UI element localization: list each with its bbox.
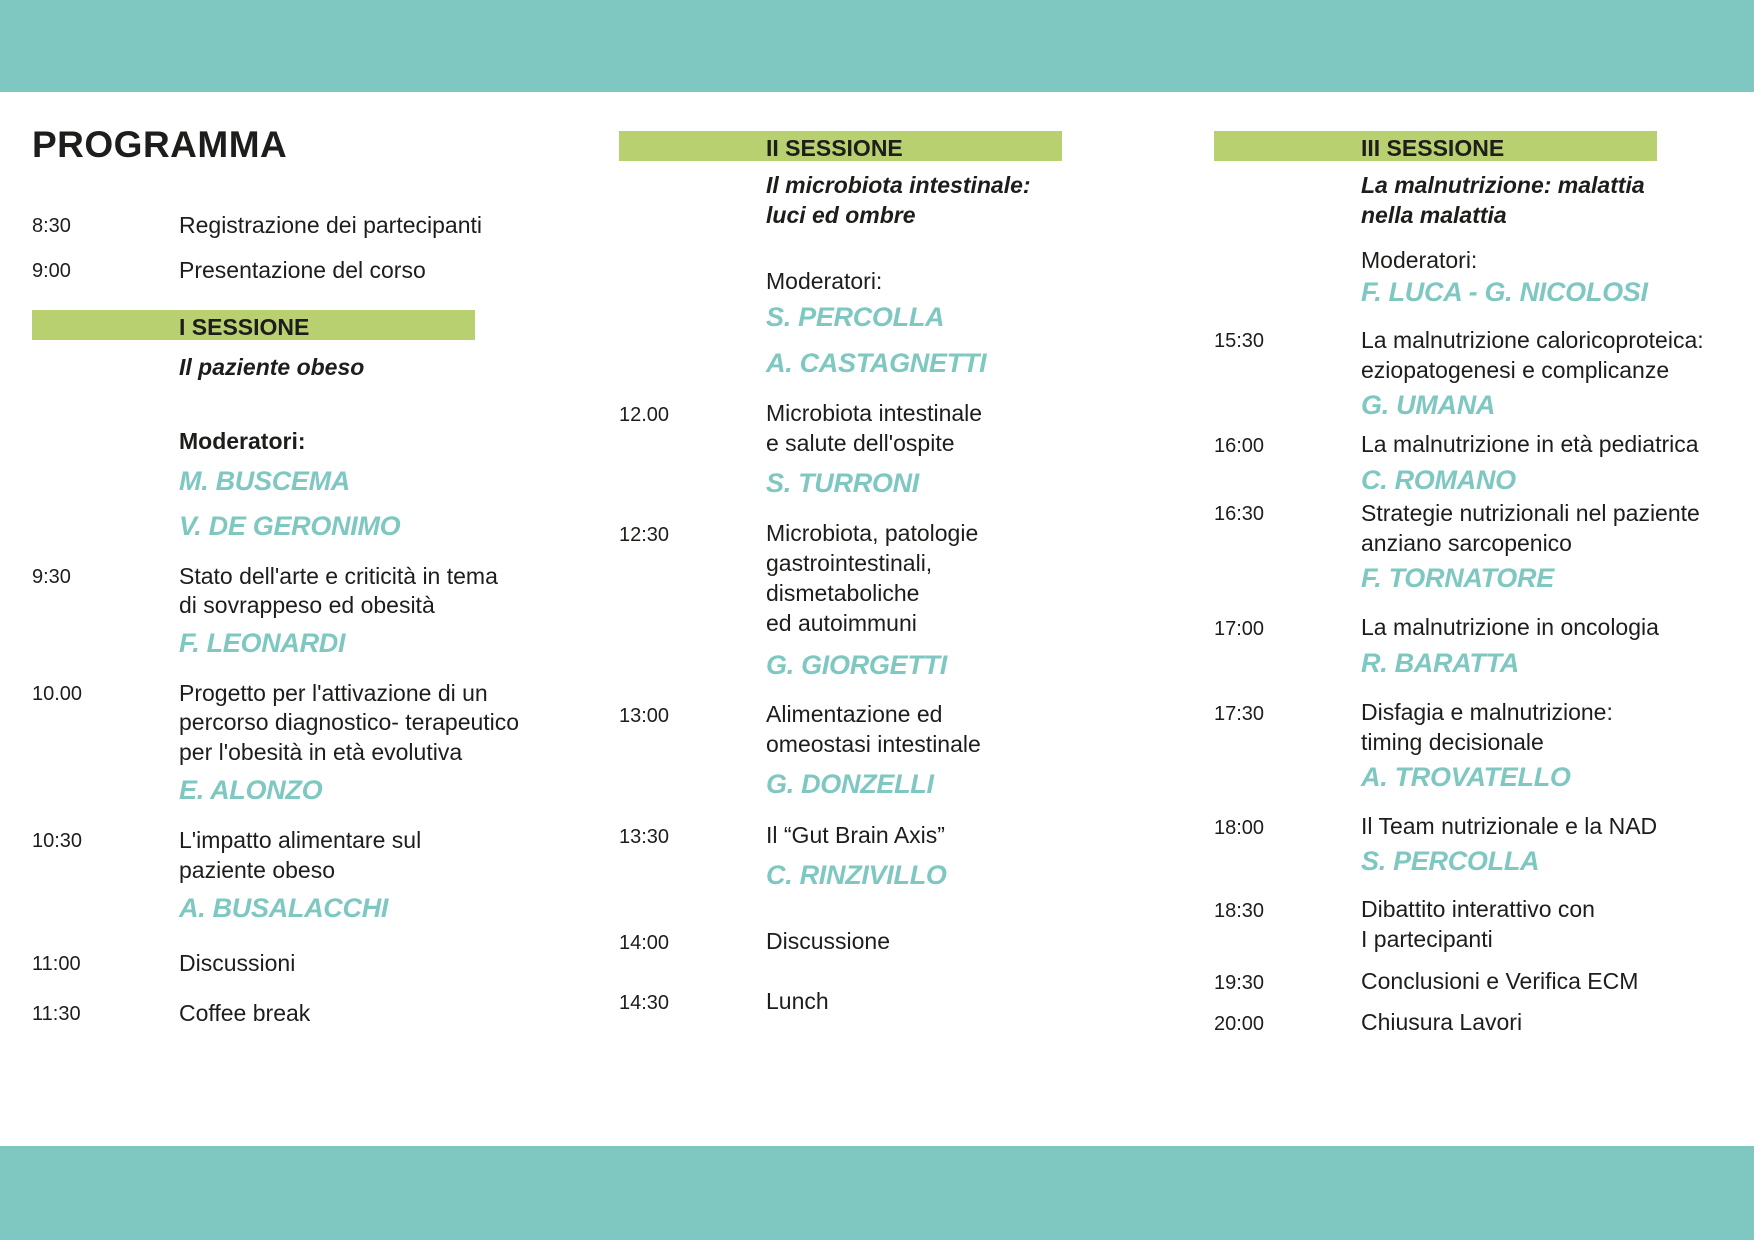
- talk-title: timing decisionale: [1361, 729, 1544, 755]
- talk-title: La malnutrizione in oncologia: [1361, 614, 1659, 640]
- time-label: 11:30: [32, 1003, 81, 1025]
- agenda-item-text: Chiusura Lavori: [1361, 1009, 1523, 1035]
- time-label: 18:30: [1214, 900, 1265, 922]
- talk-title: Disfagia e malnutrizione:: [1361, 699, 1613, 725]
- agenda-item-text: Discussioni: [179, 950, 296, 976]
- time-label: 8:30: [32, 215, 71, 237]
- time-label: 9:30: [32, 566, 71, 588]
- speaker-name: F. LEONARDI: [179, 628, 346, 658]
- session-subtitle: luci ed ombre: [766, 202, 916, 228]
- time-label: 13:30: [619, 826, 670, 848]
- time-label: 20:00: [1214, 1013, 1265, 1035]
- moderator-name: A. CASTAGNETTI: [766, 348, 987, 378]
- agenda-item-text: Presentazione del corso: [179, 257, 426, 283]
- talk-title: dismetaboliche: [766, 580, 920, 606]
- agenda-item-text: Lunch: [766, 988, 829, 1014]
- talk-title: L'impatto alimentare sul: [179, 827, 422, 853]
- time-label: 10.00: [32, 683, 83, 705]
- session-label: III SESSIONE: [1361, 135, 1505, 161]
- speaker-name: G. GIORGETTI: [766, 650, 947, 680]
- speaker-name: R. BARATTA: [1361, 648, 1519, 678]
- speaker-name: G. DONZELLI: [766, 769, 934, 799]
- session-label: II SESSIONE: [766, 135, 903, 161]
- time-label: 18:00: [1214, 817, 1265, 839]
- agenda-item-text: Discussione: [766, 928, 890, 954]
- speaker-name: A. BUSALACCHI: [179, 893, 389, 923]
- time-label: 13:00: [619, 705, 670, 727]
- time-label: 12.00: [619, 404, 670, 426]
- moderator-name: V. DE GERONIMO: [179, 511, 401, 541]
- talk-title: omeostasi intestinale: [766, 731, 981, 757]
- moderator-name: F. LUCA - G. NICOLOSI: [1361, 277, 1648, 307]
- talk-title: Il “Gut Brain Axis”: [766, 822, 945, 848]
- agenda-item-text: Coffee break: [179, 1000, 311, 1026]
- session-subtitle: Il microbiota intestinale:: [766, 172, 1031, 198]
- talk-title: Stato dell'arte e criticità in tema: [179, 563, 498, 589]
- talk-title: di sovrappeso ed obesità: [179, 592, 435, 618]
- talk-title: eziopatogenesi e complicanze: [1361, 357, 1670, 383]
- talk-title: I partecipanti: [1361, 926, 1493, 952]
- speaker-name: E. ALONZO: [179, 775, 323, 805]
- talk-title: Microbiota intestinale: [766, 400, 983, 426]
- agenda-item-text: Conclusioni e Verifica ECM: [1361, 968, 1639, 994]
- time-label: 14:30: [619, 992, 670, 1014]
- time-label: 11:00: [32, 953, 81, 975]
- time-label: 10:30: [32, 830, 83, 852]
- moderator-name: S. PERCOLLA: [766, 302, 945, 332]
- speaker-name: A. TROVATELLO: [1361, 762, 1571, 792]
- moderator-name: M. BUSCEMA: [179, 466, 350, 496]
- session-label: I SESSIONE: [179, 314, 310, 340]
- talk-title: Il Team nutrizionale e la NAD: [1361, 813, 1658, 839]
- bottom-color-band: [0, 1146, 1754, 1240]
- moderators-label: Moderatori:: [766, 268, 883, 294]
- talk-title: Progetto per l'attivazione di un: [179, 680, 488, 706]
- talk-title: percorso diagnostico- terapeutico: [179, 709, 520, 735]
- page-title: PROGRAMMA: [32, 124, 288, 165]
- speaker-name: S. PERCOLLA: [1361, 846, 1540, 876]
- talk-title: Strategie nutrizionali nel paziente: [1361, 500, 1700, 526]
- talk-title: Alimentazione ed: [766, 701, 943, 727]
- talk-title: anziano sarcopenico: [1361, 530, 1572, 556]
- talk-title: ed autoimmuni: [766, 610, 917, 636]
- speaker-name: C. RINZIVILLO: [766, 860, 947, 890]
- session-subtitle: La malnutrizione: malattia: [1361, 172, 1645, 198]
- time-label: 17:00: [1214, 618, 1265, 640]
- speaker-name: G. UMANA: [1361, 390, 1496, 420]
- agenda-item-text: Registrazione dei partecipanti: [179, 212, 483, 238]
- talk-title: La malnutrizione in età pediatrica: [1361, 431, 1699, 457]
- time-label: 17:30: [1214, 703, 1265, 725]
- talk-title: La malnutrizione caloricoproteica:: [1361, 327, 1704, 353]
- session-subtitle: nella malattia: [1361, 202, 1507, 228]
- speaker-name: C. ROMANO: [1361, 465, 1516, 495]
- time-label: 19:30: [1214, 972, 1265, 994]
- session-subtitle: Il paziente obeso: [179, 354, 365, 380]
- speaker-name: F. TORNATORE: [1361, 563, 1554, 593]
- talk-title: e salute dell'ospite: [766, 430, 955, 456]
- moderators-label: Moderatori:: [1361, 247, 1478, 273]
- speaker-name: S. TURRONI: [766, 468, 920, 498]
- time-label: 9:00: [32, 260, 71, 282]
- time-label: 16:30: [1214, 503, 1265, 525]
- talk-title: paziente obeso: [179, 857, 336, 883]
- top-color-band: [0, 0, 1754, 92]
- talk-title: Dibattito interattivo con: [1361, 896, 1595, 922]
- time-label: 15:30: [1214, 330, 1265, 352]
- talk-title: Microbiota, patologie: [766, 520, 979, 546]
- time-label: 16:00: [1214, 435, 1265, 457]
- talk-title: per l'obesità in età evolutiva: [179, 739, 463, 765]
- moderators-label: Moderatori:: [179, 428, 306, 454]
- time-label: 14:00: [619, 932, 670, 954]
- time-label: 12:30: [619, 524, 670, 546]
- talk-title: gastrointestinali,: [766, 550, 933, 576]
